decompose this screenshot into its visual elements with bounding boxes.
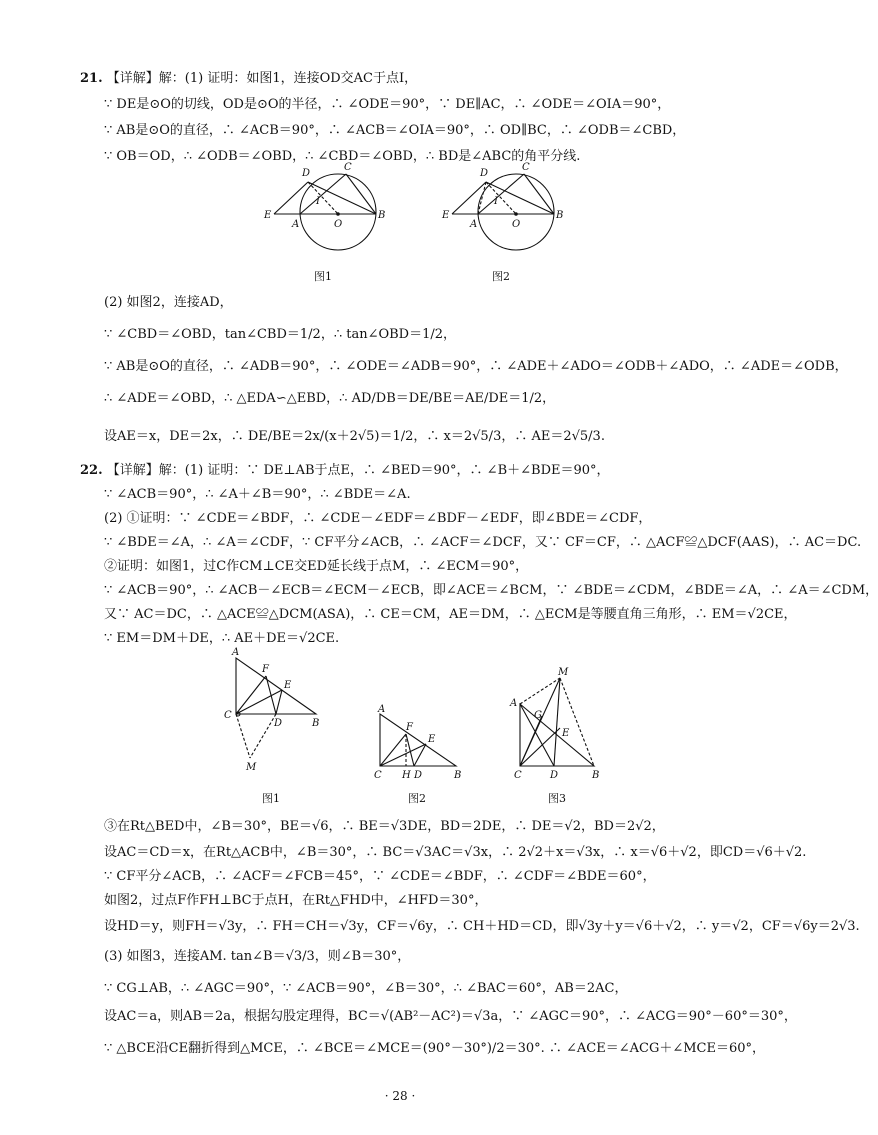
q21-figure-1 [262, 160, 392, 270]
q22-figure-1 [220, 648, 330, 778]
label-e: E [562, 728, 570, 739]
q22-line-2: ∵ ∠ACB＝90°，∴ ∠A＋∠B＝90°，∴ ∠BDE＝∠A. [104, 487, 411, 502]
q22-line-5: ②证明：如图1，过C作CM⊥CE交ED延长线于点M，∴ ∠ECM＝90°， [104, 559, 529, 574]
q22-line-12: 如图2，过点F作FH⊥BC于点H，在Rt△FHD中，∠HFD＝30°， [104, 893, 488, 908]
q22-line-6: ∵ ∠ACB＝90°，∴ ∠ACB－∠ECB＝∠ECM－∠ECB，即∠ACE＝∠BCM，∵ ∠BDE＝∠CDM，∠BDE＝∠A，∴ ∠A＝∠CDM， [104, 583, 878, 598]
q22-figure-3 [508, 666, 608, 782]
line-od [308, 182, 338, 214]
page-number: · 28 · [384, 1089, 416, 1103]
label-c: C [522, 162, 530, 173]
label-f: F [262, 664, 269, 675]
center-o [514, 212, 518, 216]
label-b: B [454, 770, 462, 781]
q22-line-10: 设AC＝CD＝x，在Rt△ACB中，∠B＝30°，∴ BC＝√3AC＝√3x，∴ 2√2＋x＝√3x，∴ x＝√6＋√2，即CD＝√6＋√2. [104, 845, 807, 860]
q21-line-9: 设AE＝x，DE＝2x，∴ DE/BE＝2x/(x＋2√5)＝1/2，∴ x＝2√5/3，∴ AE＝2√5/3. [104, 429, 605, 444]
circle-o [478, 174, 554, 250]
q21-figure-2-caption: 图2 [492, 270, 510, 283]
q21-number: 21. [80, 71, 103, 86]
q22-line-9: ③在Rt△BED中，∠B＝30°，BE＝√6，∴ BE＝√3DE，BD＝2DE，∴ DE＝√2，BD＝2√2， [104, 819, 665, 834]
label-m: M [558, 667, 569, 678]
q22-line-14: (3) 如图3，连接AM. tan∠B＝√3/3，则∠B＝30°， [104, 949, 411, 964]
label-b: B [556, 210, 564, 221]
label-a: A [510, 698, 518, 709]
label-i: I [494, 196, 498, 207]
label-g: G [534, 710, 542, 721]
label-a: A [232, 647, 240, 658]
line-cf [380, 734, 406, 766]
label-f: F [406, 722, 413, 733]
label-h: H [402, 770, 411, 781]
label-c: C [514, 770, 522, 781]
label-d: D [414, 770, 423, 781]
label-c: C [224, 710, 232, 721]
label-c: C [344, 162, 352, 173]
q21-line-1 [80, 70, 417, 88]
q21-line-3: ∵ AB是⊙O的直径，∴ ∠ACB＝90°，∴ ∠ACB＝∠OIA＝90°，∴ OD∥BC，∴ ∠ODB＝∠CBD， [104, 123, 686, 138]
line-ce [380, 744, 426, 766]
q21-line-7: ∵ AB是⊙O的直径，∴ ∠ADB＝90°，∴ ∠ODE＝∠ADB＝90°，∴ ∠ADE＋∠ADO＝∠ODB＋∠ADO，∴ ∠ADE＝∠ODB， [104, 359, 848, 374]
line-cm [236, 714, 250, 758]
q21-line-8: ∴ ∠ADE＝∠OBD，∴ △EDA∽△EBD，∴ AD/DB＝DE/BE＝AE/DE＝1/2， [104, 391, 556, 406]
line-md [554, 678, 560, 766]
label-e: E [264, 210, 272, 221]
line-ad [478, 182, 486, 214]
line-mb [560, 678, 594, 766]
q22-figure-2 [370, 704, 470, 782]
q22-line-7: 又∵ AC＝DC，∴ △ACE≌△DCM(ASA)，∴ CE＝CM，AE＝DM，∴ △ECM是等腰直角三角形，∴ EM＝√2CE， [104, 607, 797, 622]
label-o: O [512, 219, 521, 230]
circle-o [300, 174, 376, 250]
label-a: A [292, 219, 300, 230]
label-i: I [316, 196, 320, 207]
label-d: D [274, 718, 283, 729]
q22-line-1 [80, 462, 610, 480]
line-ed [276, 690, 282, 714]
label-m: M [246, 762, 257, 773]
q22-line-8: ∵ EM＝DM＋DE，∴ AE＋DE＝√2CE. [104, 631, 340, 646]
label-d: D [550, 770, 559, 781]
triangle-acb [236, 658, 316, 714]
line-dm [250, 714, 276, 758]
q21-figure-1-caption: 图1 [314, 270, 332, 283]
q22-line-4: ∵ ∠BDE＝∠A，∴ ∠A＝∠CDF，∵ CF平分∠ACB，∴ ∠ACF＝∠DCF，又∵ CF＝CF，∴ △ACF≌△DCF(AAS)，∴ AC＝DC. [104, 535, 862, 550]
label-a: A [470, 219, 478, 230]
q22-figure-2-caption: 图2 [408, 792, 426, 805]
q22-line-13: 设HD＝y，则FH＝√3y，∴ FH＝CH＝√3y，CF＝√6y，∴ CH＋HD＝CD，即√3y＋y＝√6＋√2，∴ y＝√2，CF＝√6y＝2√3. [104, 919, 860, 934]
q21-line-5: (2) 如图2，连接AD， [104, 295, 233, 310]
label-b: B [592, 770, 600, 781]
label-b: B [312, 718, 320, 729]
label-b: B [378, 210, 386, 221]
label-e: E [428, 734, 436, 745]
center-o [336, 212, 340, 216]
q21-text-1: 【详解】解：(1) 证明：如图1，连接OD交AC于点I， [106, 71, 418, 86]
q22-line-16: 设AC＝a，则AB＝2a，根据勾股定理得，BC＝√(AB²－AC²)＝√3a，∵ ∠AGC＝90°，∴ ∠ACG＝90°－60°＝30°， [104, 1009, 797, 1024]
q22-line-15: ∵ CG⊥AB，∴ ∠AGC＝90°，∵ ∠ACB＝90°，∠B＝30°，∴ ∠BAC＝60°，AB＝2AC， [104, 981, 628, 996]
q22-text-1: 【详解】解：(1) 证明：∵ DE⊥AB于点E，∴ ∠BED＝90°，∴ ∠B＋∠BDE＝90°， [106, 463, 610, 478]
line-ac [478, 174, 524, 214]
label-o: O [334, 219, 343, 230]
line-ac [300, 174, 346, 214]
line-cf [236, 676, 266, 714]
line-mc [520, 678, 560, 766]
q21-line-4: ∵ OB＝OD，∴ ∠ODB＝∠OBD，∴ ∠CBD＝∠OBD，∴ BD是∠ABC的角平分线. [104, 149, 581, 164]
q21-figure-2 [440, 160, 570, 270]
label-d: D [480, 168, 489, 179]
label-a: A [378, 704, 386, 715]
label-e: E [442, 210, 450, 221]
q21-line-6: ∵ ∠CBD＝∠OBD，tan∠CBD＝1/2，∴ tan∠OBD＝1/2， [104, 327, 457, 342]
q22-line-17: ∵ △BCE沿CE翻折得到△MCE，∴ ∠BCE＝∠MCE＝(90°－30°)/2＝30°. ∴ ∠ACE＝∠ACG＋∠MCE＝60°， [104, 1041, 766, 1056]
q21-line-2: ∵ DE是⊙O的切线，OD是⊙O的半径，∴ ∠ODE＝90°，∵ DE∥AC，∴ ∠ODE＝∠OIA＝90°， [104, 97, 671, 112]
triangle-acb [520, 704, 594, 766]
q22-line-3: (2) ①证明：∵ ∠CDE＝∠BDF，∴ ∠CDE－∠EDF＝∠BDF－∠EDF，即∠BDE＝∠CDF， [104, 511, 652, 526]
q22-figure-3-caption: 图3 [548, 792, 566, 805]
q22-figure-1-caption: 图1 [262, 792, 280, 805]
q22-number: 22. [80, 463, 103, 478]
label-d: D [302, 168, 311, 179]
line-od [486, 182, 516, 214]
q22-line-11: ∵ CF平分∠ACB，∴ ∠ACF＝∠FCB＝45°，∵ ∠CDE＝∠BDF，∴ ∠CDF＝∠BDE＝60°， [104, 869, 656, 884]
label-e: E [284, 680, 292, 691]
label-c: C [374, 770, 382, 781]
line-fd [266, 676, 276, 714]
